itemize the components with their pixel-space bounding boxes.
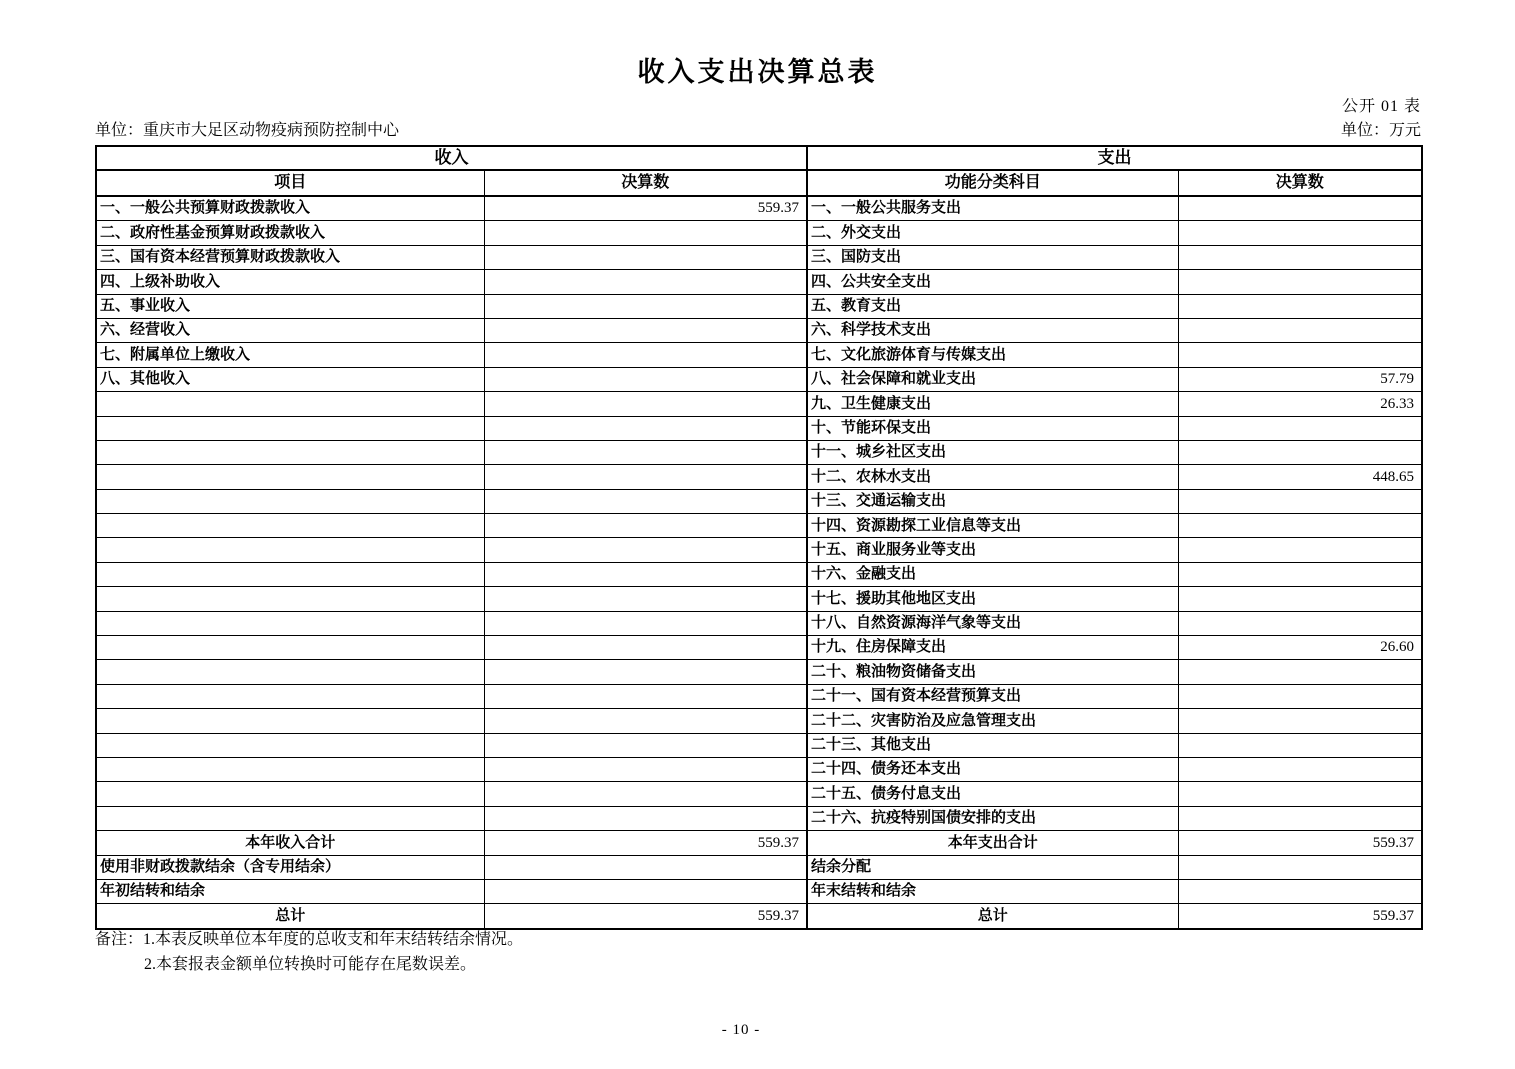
income-summary-label-cell: 本年收入合计	[96, 831, 484, 855]
expense-amount-cell	[1178, 587, 1422, 611]
expense-item-cell: 二十五、债务付息支出	[807, 782, 1178, 806]
expense-summary-label-cell: 结余分配	[807, 855, 1178, 879]
expense-amount-cell	[1178, 489, 1422, 513]
income-amount-cell	[484, 709, 807, 733]
expense-item-cell: 十七、援助其他地区支出	[807, 587, 1178, 611]
expense-item-cell: 十三、交通运输支出	[807, 489, 1178, 513]
table-row	[96, 587, 1422, 611]
income-item-cell: 二、政府性基金预算财政拨款收入	[96, 221, 484, 245]
table-row	[96, 636, 1422, 660]
income-amount-cell	[484, 636, 807, 660]
expense-amount-cell	[1178, 294, 1422, 318]
income-item-cell	[96, 465, 484, 489]
income-item-cell	[96, 416, 484, 440]
table-row	[96, 757, 1422, 781]
table-row	[96, 392, 1422, 416]
expense-amount-cell	[1178, 538, 1422, 562]
expense-item-cell: 二、外交支出	[807, 221, 1178, 245]
column-header-row	[96, 170, 1422, 196]
income-amount-cell	[484, 416, 807, 440]
income-amount-cell	[484, 221, 807, 245]
income-item-cell	[96, 538, 484, 562]
unit-row	[95, 117, 1421, 140]
summary-row	[96, 904, 1422, 929]
expense-amount-cell	[1178, 196, 1422, 221]
summary-row	[96, 831, 1422, 855]
income-amount-cell	[484, 782, 807, 806]
table-row	[96, 562, 1422, 586]
page-number: - 10 -	[721, 1022, 761, 1038]
income-item-cell: 八、其他收入	[96, 367, 484, 391]
table-row	[96, 465, 1422, 489]
expense-amount-cell	[1178, 660, 1422, 684]
notes-label: 备注：	[95, 931, 144, 948]
expense-item-cell: 十八、自然资源海洋气象等支出	[807, 611, 1178, 635]
expense-item-cell: 十二、农林水支出	[807, 465, 1178, 489]
table-body	[96, 196, 1422, 929]
expense-section-header: 支出	[807, 146, 1422, 170]
note-text-1: 1.本表反映单位本年度的总收支和年末结转结余情况。	[143, 931, 524, 948]
table-row	[96, 367, 1422, 391]
income-item-cell	[96, 587, 484, 611]
expense-amount-cell	[1178, 270, 1422, 294]
income-item-col-header: 项目	[96, 170, 484, 196]
expense-item-cell: 九、卫生健康支出	[807, 392, 1178, 416]
table-row	[96, 660, 1422, 684]
income-item-cell: 五、事业收入	[96, 294, 484, 318]
expense-item-cell: 二十三、其他支出	[807, 733, 1178, 757]
income-summary-amount-cell	[484, 879, 807, 903]
summary-row	[96, 879, 1422, 903]
expense-amount-col-header: 决算数	[1178, 170, 1422, 196]
income-summary-amount-cell: 559.37	[484, 831, 807, 855]
table-row	[96, 343, 1422, 367]
expense-amount-cell	[1178, 806, 1422, 830]
expense-item-cell: 一、一般公共服务支出	[807, 196, 1178, 221]
notes	[95, 928, 523, 978]
expense-item-cell: 十、节能环保支出	[807, 416, 1178, 440]
unit-currency: 单位：万元	[1340, 122, 1421, 139]
table-row	[96, 489, 1422, 513]
expense-item-cell: 七、文化旅游体育与传媒支出	[807, 343, 1178, 367]
income-amount-cell	[484, 806, 807, 830]
income-amount-cell	[484, 611, 807, 635]
expense-summary-amount-cell	[1178, 879, 1422, 903]
income-summary-label-cell: 年初结转和结余	[96, 879, 484, 903]
income-amount-cell	[484, 270, 807, 294]
expense-item-cell: 十六、金融支出	[807, 562, 1178, 586]
expense-amount-cell	[1178, 440, 1422, 464]
income-amount-col-header: 决算数	[484, 170, 807, 196]
table-row	[96, 684, 1422, 708]
table-row	[96, 514, 1422, 538]
expense-summary-amount-cell: 559.37	[1178, 831, 1422, 855]
income-item-cell	[96, 611, 484, 635]
income-item-cell: 四、上级补助收入	[96, 270, 484, 294]
income-item-cell	[96, 489, 484, 513]
expense-item-cell: 八、社会保障和就业支出	[807, 367, 1178, 391]
table-row	[96, 806, 1422, 830]
income-item-cell: 三、国有资本经营预算财政拨款收入	[96, 245, 484, 269]
income-amount-cell	[484, 245, 807, 269]
expense-summary-amount-cell	[1178, 855, 1422, 879]
unit-name: 单位：重庆市大足区动物疫病预防控制中心	[95, 122, 400, 139]
income-amount-cell	[484, 343, 807, 367]
income-amount-cell	[484, 392, 807, 416]
income-item-cell: 一、一般公共预算财政拨款收入	[96, 196, 484, 221]
table-row	[96, 538, 1422, 562]
expense-amount-cell	[1178, 245, 1422, 269]
income-amount-cell	[484, 318, 807, 342]
expense-item-cell: 四、公共安全支出	[807, 270, 1178, 294]
table-row	[96, 196, 1422, 221]
expense-summary-label-cell: 年末结转和结余	[807, 879, 1178, 903]
income-summary-amount-cell: 559.37	[484, 904, 807, 929]
expense-amount-cell	[1178, 611, 1422, 635]
income-item-cell	[96, 392, 484, 416]
expense-amount-cell	[1178, 757, 1422, 781]
expense-item-cell: 六、科学技术支出	[807, 318, 1178, 342]
income-amount-cell	[484, 757, 807, 781]
expense-amount-cell	[1178, 416, 1422, 440]
table-row	[96, 270, 1422, 294]
income-item-cell	[96, 733, 484, 757]
expense-amount-cell: 448.65	[1178, 465, 1422, 489]
expense-item-cell: 十一、城乡社区支出	[807, 440, 1178, 464]
income-item-cell: 六、经营收入	[96, 318, 484, 342]
income-item-cell	[96, 757, 484, 781]
expense-summary-label-cell: 总计	[807, 904, 1178, 929]
income-summary-label-cell: 总计	[96, 904, 484, 929]
income-item-cell	[96, 636, 484, 660]
note-line-1	[95, 928, 523, 953]
income-amount-cell	[484, 733, 807, 757]
expense-item-cell: 二十四、债务还本支出	[807, 757, 1178, 781]
page-title: 收入支出决算总表	[637, 57, 878, 87]
income-item-cell: 七、附属单位上缴收入	[96, 343, 484, 367]
income-item-cell	[96, 562, 484, 586]
expense-amount-cell	[1178, 221, 1422, 245]
income-amount-cell	[484, 489, 807, 513]
income-item-cell	[96, 782, 484, 806]
income-amount-cell: 559.37	[484, 196, 807, 221]
table-row	[96, 440, 1422, 464]
income-item-cell	[96, 660, 484, 684]
expense-amount-cell	[1178, 514, 1422, 538]
expense-amount-cell: 57.79	[1178, 367, 1422, 391]
expense-amount-cell	[1178, 343, 1422, 367]
income-amount-cell	[484, 514, 807, 538]
income-section-header: 收入	[96, 146, 807, 170]
income-item-cell	[96, 684, 484, 708]
expense-item-cell: 二十六、抗疫特别国债安排的支出	[807, 806, 1178, 830]
table-row	[96, 733, 1422, 757]
note-line-2	[95, 953, 523, 978]
expense-item-cell: 二十一、国有资本经营预算支出	[807, 684, 1178, 708]
expense-amount-cell: 26.33	[1178, 392, 1422, 416]
table-row	[96, 245, 1422, 269]
expense-item-cell: 二十二、灾害防治及应急管理支出	[807, 709, 1178, 733]
table-row	[96, 782, 1422, 806]
income-amount-cell	[484, 538, 807, 562]
table-row	[96, 416, 1422, 440]
income-amount-cell	[484, 465, 807, 489]
table-row	[96, 318, 1422, 342]
expense-summary-amount-cell: 559.37	[1178, 904, 1422, 929]
expense-amount-cell	[1178, 562, 1422, 586]
income-item-cell	[96, 806, 484, 830]
table-row	[96, 709, 1422, 733]
income-amount-cell	[484, 562, 807, 586]
income-item-cell	[96, 440, 484, 464]
summary-row	[96, 855, 1422, 879]
table-row	[96, 611, 1422, 635]
note-text-2: 2.本套报表金额单位转换时可能存在尾数误差。	[144, 955, 477, 973]
income-summary-amount-cell	[484, 855, 807, 879]
expense-amount-cell: 26.60	[1178, 636, 1422, 660]
expense-item-cell: 十九、住房保障支出	[807, 636, 1178, 660]
income-amount-cell	[484, 684, 807, 708]
income-summary-label-cell: 使用非财政拨款结余（含专用结余）	[96, 855, 484, 879]
table-row	[96, 294, 1422, 318]
expense-summary-label-cell: 本年支出合计	[807, 831, 1178, 855]
income-item-cell	[96, 514, 484, 538]
income-amount-cell	[484, 440, 807, 464]
account-table	[95, 145, 1423, 930]
expense-item-cell: 十五、商业服务业等支出	[807, 538, 1178, 562]
expense-amount-cell	[1178, 318, 1422, 342]
expense-amount-cell	[1178, 733, 1422, 757]
table-row	[96, 221, 1422, 245]
section-header-row	[96, 146, 1422, 170]
expense-amount-cell	[1178, 684, 1422, 708]
doc-label: 公开 01 表	[1341, 98, 1421, 115]
income-amount-cell	[484, 587, 807, 611]
expense-amount-cell	[1178, 782, 1422, 806]
expense-item-cell: 五、教育支出	[807, 294, 1178, 318]
income-amount-cell	[484, 367, 807, 391]
expense-amount-cell	[1178, 709, 1422, 733]
expense-item-cell: 三、国防支出	[807, 245, 1178, 269]
expense-item-col-header: 功能分类科目	[807, 170, 1178, 196]
income-item-cell	[96, 709, 484, 733]
expense-item-cell: 十四、资源勘探工业信息等支出	[807, 514, 1178, 538]
income-amount-cell	[484, 294, 807, 318]
expense-item-cell: 二十、粮油物资储备支出	[807, 660, 1178, 684]
income-amount-cell	[484, 660, 807, 684]
